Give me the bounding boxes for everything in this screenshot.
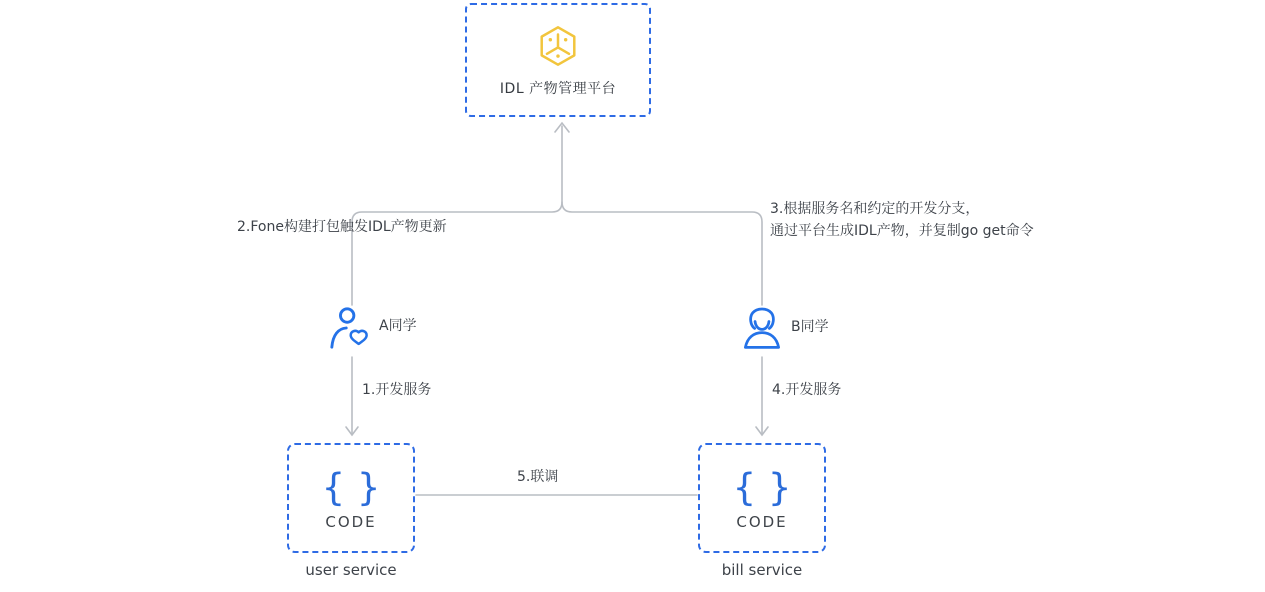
edge-step3-line2: 通过平台生成IDL产物，并复制go get命令 [770,223,1034,239]
edge-step1-label: 1.开发服务 [362,382,432,398]
service-name-bill: bill service [721,561,803,579]
edge-step3-line1: 3.根据服务名和约定的开发分支， [770,201,980,217]
platform-node [465,3,651,117]
service-name-user: user service [305,561,397,579]
edge-step4-label: 4.开发服务 [772,382,842,398]
edge-step2-label: 2.Fone构建打包触发IDL产物更新 [237,219,447,235]
code-braces-icon: { } [732,465,792,509]
person-heart-icon [328,304,374,356]
arrowhead-down-left-icon [346,427,358,435]
service-node-bill [698,443,826,553]
service-node-user [287,443,415,553]
person-female-icon [741,304,783,356]
arrowhead-down-right-icon [756,427,768,435]
edge-b-to-platform [562,202,762,305]
edge-step3-label [770,198,1034,242]
code-label: CODE [736,512,788,531]
actor-b-label: B同学 [791,319,829,335]
hexagon-cube-icon [535,23,581,69]
code-label: CODE [325,512,377,531]
actor-a-label: A同学 [379,318,417,334]
arrowhead-up-icon [555,123,569,132]
edge-step5-label: 5.联调 [517,469,559,485]
platform-label: IDL 产物管理平台 [499,80,617,97]
code-braces-icon: { } [321,465,381,509]
